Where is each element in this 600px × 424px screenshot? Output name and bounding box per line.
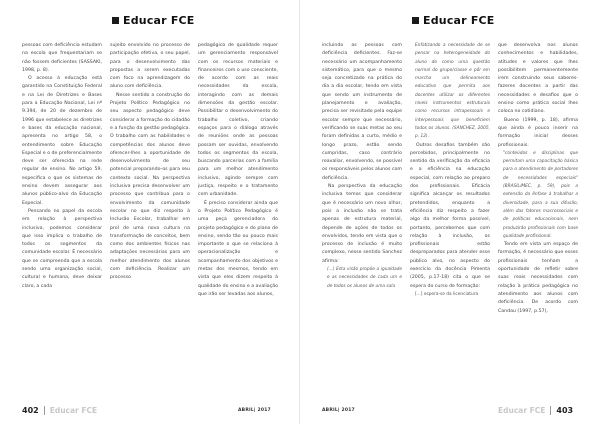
divider [550, 406, 551, 415]
text-column-1 [22, 42, 102, 398]
paragraph: pedagógico de qualidade requer um gerenciamento responsável com os recursos materiais e financeiros com o uso consciente, de acordo com as reais necessidades da escola, interagindo com as demais dimensões da gestão escolar. Possibilitar o desenvolvimento do trabalho coletivo, criando espaços para o diálogo através de reuniões onde as pessoas possam ser ouvidas, envolvendo todos os segmentos da escola, buscando parcerias com a família para um melhor atendimento inclusivo, agindo sempre com justiça, respeito e o tratamento com urbanidade. [198, 43, 278, 198]
paragraph: pessoas com deficiência estudam na escola que frequentariam se não fossem deficientes (SASSAKI, 1998, p. 8). [22, 43, 102, 73]
footer-brand: Educar FCE [498, 405, 546, 415]
paragraph: que desenvolva nos alunos conhecimentos e habilidades, atitudes e valores que lhes possibilitem permanentemente irem construindo seus saberes-fazeres docentes a partir das necessidades e desafios que o ensino como prática social lhes coloca no cotidiano. [498, 43, 578, 115]
paragraph: Na perspectiva da educação inclusiva temos que considerar que é necessário um novo olhar, pois a inclusão não se trata apenas de estrutura material, depende de ações de todos os envolvidos, tendo em vista que o processo de inclusão é muito complexo, nesse sentido Sanchez afirma: [322, 184, 402, 264]
block-quote: (...) Esta visão propõe a igualdade e as necessidades de cada um e de todos os alunos de uma sala [327, 267, 402, 289]
paragraph: É preciso considerar ainda que o Projeto Político Pedagógico é uma peça gerenciadora do projeto pedagógico e do plano de ensino, sendo tão ou pouco mais importante o que se relaciona à operacionalização e acompanhamento dos objetivos e metas dos mesmos, tendo em vista que eles dizem respeito à qualidade do ensino e a avaliação que irão ser levadas aos alunos, [198, 200, 278, 297]
footer-date-block [322, 404, 355, 416]
block-quote-start: [...] espera-se da licenciatura [415, 291, 479, 297]
paragraph: Outros desafios também são percebidos, principalmente no sentido da verificação da eficácia e a eficiência na educação especial, com relação ao preparo dos profissionais. Eficácia significa alcançar os resultados pretendidos, enquanto a eficiência diz respeito a fazer algo da melhor forma possível, portanto, percebemos que com relação à inclusão, os profissionais estão despreparados para atender esse público alvo, no aspecto do exercício da docência Pimenta (2005, p.17-18) cita o que se espera do curso de formação: [410, 142, 490, 289]
divider [44, 406, 45, 415]
text-column-3 [498, 42, 578, 398]
paragraph: Tendo em vista um espaço de formação, é necessário que esses profissionais tenham a oportunidade de refletir sobre suas reais necessidades com relação à prática pedagógica no atendimento aos alunos com deficiência. De acordo com Candau (1997, p.57), [498, 242, 578, 314]
page-header [412, 13, 495, 27]
paragraph: Pensando no papel da escola em relação à perspectiva inclusiva, podemos considerar que isso implica o trabalho de todos os segmentos da comunidade escolar. É necessário que se compreenda que a escola sendo uma organização social, cultural e humana, deve deixar claro, a cada [22, 208, 102, 289]
magazine-title: Educar FCE [123, 13, 195, 27]
paragraph: Nesse sentido a construção do Projeto Político Pedagógico no seu aspecto pedagógico deve considerar a formação do cidadão e a função da gestão pedagógica. O trabalho com as habilidades e competências dos alunos deve oferecer-lhes a oportunidade de desenvolvimento de seu potencial preparando-os para seu contexto social. Na perspectiva inclusiva precisa desenvolver um processo que contribua para o envolvimento da comunidade escolar no que diz respeito à Inclusão Escolar, trabalhar em prol de uma nova cultura na transformação de conceitos, bem como dos ambientes físicos nas adaptações necessárias para um melhor atendimento dos alunos com deficiência. Realizar um processo [110, 92, 190, 281]
block-quote: Enfatizando a necessidade de se pensar na heterogeneidade do aluno do como uma questão normal do grupo/classe e pôr em marcha um delineamento educativo que permita aos docentes utilizar os diferentes níveis instrumentos estruturais como recursos intrapessoais e interpessoais que beneficiem todos os alunos. (SANCHEZ, 2005, p. 12). [415, 43, 490, 140]
paragraph: incluindo as pessoas com deficiência deficientes. Faz-se necessário um acompanhamento sistemático, para que o mesmo seja concretizado na prática do dia a dia escolar, tendo em vista que sendo um instrumento de planejamento e avaliação, precisa ser revisitado pela equipe escolar sempre que necessário, verificando se suas metas ao seu foram definidas a curto, médio e longo prazo, estão sendo cumpridas, caso contrário reavaliar, envolvendo, se possível os responsáveis pelos alunos com deficiência. [322, 43, 402, 181]
paragraph: Bueno (1999, p. 18), afirma que ainda é pouco inserir na formação inicial desses profissionais. [498, 117, 578, 148]
text-column-2 [110, 42, 190, 398]
page-header [112, 13, 195, 27]
right-page [300, 0, 600, 424]
paragraph: O acesso à educação está garantido na Constituição Federal e na Lei de Diretrizes e Bases para a Educação Nacional, Lei nº 9.394, de 20 de dezembro de 1996 que estabelece as diretrizes e bases da educação nacional, apresenta no artigo 58, o entendimento sobre Educação Especial e o de preferencialmente deve ser oferecida na rede regular de ensino. No artigo 59, especifica o que os sistemas de ensino devem assegurar aos alunos público-alvo da Educação Especial. [22, 76, 102, 206]
square-bullet-icon [112, 17, 119, 24]
page-footer [498, 404, 573, 416]
footer-date-block [238, 404, 271, 416]
square-bullet-icon [412, 17, 419, 24]
page-number: 403 [556, 405, 574, 415]
issue-date: ABRIL| 2017 [238, 407, 271, 413]
issue-date: ABRIL| 2017 [322, 407, 355, 413]
text-column-1 [322, 42, 402, 398]
page-number: 402 [22, 405, 39, 415]
block-quote: "conteúdos e disciplinas que permitam uma capacitação básica para o atendimento de portadores de necessidades especiais" (BRASIL/MEC, p. 59), pois a extensão da ênfase à trabalhar a diversidade, para a sua difusão, além das fatores macrossociais e de políticas educacionais, nem produzirão profissionais com base qualidade profissional. [503, 150, 578, 239]
magazine-title: Educar FCE [423, 13, 495, 27]
paragraph: sujeito envolvido no processo de participação efetiva, o seu papel, para o desenvolvimento das propostas a serem executadas com foco na aprendizagem do aluno com deficiência. [110, 43, 190, 90]
page-footer [22, 404, 97, 416]
text-column-2 [410, 42, 490, 398]
footer-brand: Educar FCE [49, 405, 98, 415]
text-column-3 [198, 42, 278, 398]
